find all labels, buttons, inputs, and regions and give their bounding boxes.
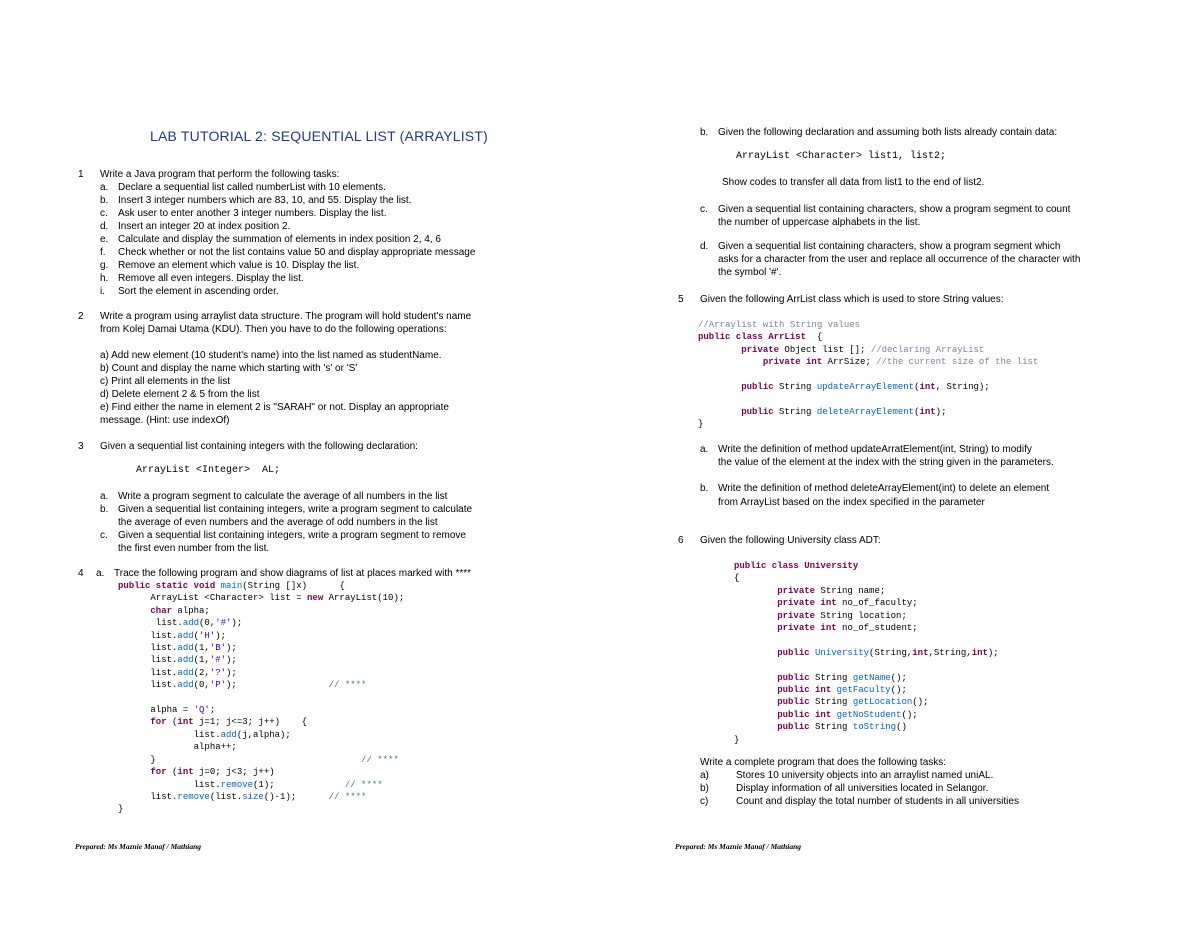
- page-title: LAB TUTORIAL 2: SEQUENTIAL LIST (ARRAYLIST): [150, 128, 488, 144]
- question-marker: a.: [700, 444, 709, 455]
- list-text: the first even number from the list.: [118, 543, 270, 554]
- code-declaration: ArrayList <Integer> AL;: [136, 465, 281, 476]
- question-number: 5: [678, 294, 684, 305]
- list-item: e) Find either the name in element 2 is "SARAH" or not. Display an appropriate: [100, 402, 449, 413]
- list-marker: d.: [100, 221, 109, 232]
- list-text: Sort the element in ascending order.: [118, 286, 279, 297]
- list-marker: f.: [100, 247, 106, 258]
- question-2: [78, 310, 471, 323]
- list-item: [100, 529, 472, 542]
- question-4d: [700, 240, 1060, 253]
- list-text: Check whether or not the list contains value 50 and display appropriate message: [118, 247, 476, 258]
- list-text: Given a sequential list containing integers, write a program segment to remove: [118, 530, 466, 541]
- question-text: Write the definition of method deleteArrayElement(int) to delete an element: [718, 483, 1050, 494]
- list-item: [100, 503, 472, 516]
- question-text: Given the following declaration and assuming both lists already contain data:: [718, 127, 1058, 138]
- footer: Prepared: Ms Maznie Manaf / Mathiang: [75, 842, 202, 851]
- list-marker: g.: [100, 260, 109, 271]
- question-text: Write a program using arraylist data structure. The program will hold student's name: [100, 311, 472, 322]
- list-item: [100, 220, 475, 233]
- question-5b-line2: from ArrayList based on the index specified in the parameter: [718, 497, 985, 508]
- question-4c: [700, 203, 1070, 216]
- question-text: Given the following ArrList class which is used to store String values:: [700, 294, 1004, 305]
- list-text: Write a program segment to calculate the average of all numbers in the list: [118, 491, 448, 502]
- list-item: [100, 207, 475, 220]
- question-4d-line3: the symbol '#'.: [718, 267, 782, 278]
- list-text: Count and display the total number of students in all universities: [736, 796, 1019, 807]
- question-text: Given a sequential list containing characters, show a program segment which: [718, 241, 1061, 252]
- list-item: [100, 246, 475, 259]
- list-text: Insert 3 integer numbers which are 83, 10, and 55. Display the list.: [118, 195, 412, 206]
- question-text: Write the definition of method updateArratElement(int, String) to modify: [718, 444, 1032, 455]
- right-page: [600, 0, 1160, 927]
- code-block-arrlist: //Arraylist with String values public class ArrList { private Object list []; //declaring ArrayList private int ArrSize; //the current size of the list public String updateArrayElement(int, String); public String deleteArrayElement(int); }: [698, 320, 1039, 430]
- question-4: [78, 567, 471, 580]
- list-item: c) Print all elements in the list: [100, 376, 231, 387]
- list-item: [100, 259, 475, 272]
- question-text: Given the following University class ADT:: [700, 535, 881, 546]
- list-marker: b.: [100, 195, 109, 206]
- question-6: [678, 534, 881, 547]
- list-marker: c): [700, 796, 709, 807]
- question-5b: [700, 482, 1049, 495]
- list-text: Remove an element which value is 10. Display the list.: [118, 260, 360, 271]
- left-page: [0, 0, 560, 927]
- list-text: Given a sequential list containing integers, write a program segment to calculate: [118, 504, 473, 515]
- question-number: 6: [678, 535, 684, 546]
- list-item: [100, 181, 475, 194]
- list-item: d) Delete element 2 & 5 from the list: [100, 389, 260, 400]
- code-declaration: ArrayList <Character> list1, list2;: [736, 151, 947, 162]
- list-marker: i.: [100, 286, 105, 297]
- list-item: [100, 194, 475, 207]
- footer: Prepared: Ms Maznie Manaf / Mathiang: [675, 842, 802, 851]
- list-item: [700, 795, 1019, 808]
- code-block-university: public class University { private String name; private int no_of_faculty; private String location; private int no_of_student; public University(String,int,String,int); public String getName(); public int getFaculty(); public String getLocation(); public int getNoStudent(); public String toString() }: [734, 561, 999, 745]
- list-text: Stores 10 university objects into an arraylist named uniAL.: [736, 770, 994, 781]
- question-number: 4: [78, 568, 84, 579]
- question-marker: b.: [700, 483, 709, 494]
- question-4b: [700, 126, 1057, 139]
- list-text: Insert an integer 20 at index position 2.: [118, 221, 291, 232]
- list-text: Ask user to enter another 3 integer numbers. Display the list.: [118, 208, 387, 219]
- list-text: Display information of all universities located in Selangor.: [736, 783, 989, 794]
- list-item: [100, 233, 475, 246]
- list-text: Remove all even integers. Display the list.: [118, 273, 304, 284]
- question-text: Trace the following program and show diagrams of list at places marked with ****: [114, 568, 472, 579]
- list-item: [100, 272, 475, 285]
- list-marker: a.: [100, 491, 109, 502]
- list-item: [100, 285, 475, 298]
- list-item: [100, 542, 472, 555]
- question-5: [678, 293, 1003, 306]
- question-1: [78, 168, 339, 181]
- list-item: [100, 516, 472, 529]
- list-marker: h.: [100, 273, 109, 284]
- list-item: [700, 782, 1019, 795]
- list-marker: c.: [100, 530, 108, 541]
- question-3: [78, 440, 418, 453]
- list-text: Calculate and display the summation of elements in index position 2, 4, 6: [118, 234, 441, 245]
- list-marker: e.: [100, 234, 109, 245]
- list-marker: b.: [100, 504, 109, 515]
- question-text: Given a sequential list containing characters, show a program segment to count: [718, 204, 1071, 215]
- list-text: the average of even numbers and the average of odd numbers in the list: [118, 517, 438, 528]
- list-item: b) Count and display the name which starting with 's' or 'S': [100, 363, 358, 374]
- list-item: [700, 769, 1019, 782]
- list-marker: a): [700, 770, 709, 781]
- question-number: 1: [78, 169, 84, 180]
- question-number: 3: [78, 441, 84, 452]
- list-item: message. (Hint: use indexOf): [100, 415, 230, 426]
- list-text: Declare a sequential list called numberList with 10 elements.: [118, 182, 386, 193]
- question-3-list: [100, 490, 472, 555]
- list-item: a) Add new element (10 student's name) into the list named as studentName.: [100, 350, 442, 361]
- question-6-list: [700, 769, 1019, 808]
- question-4b-instruction: Show codes to transfer all data from list1 to the end of list2.: [722, 177, 985, 188]
- question-text: Given a sequential list containing integers with the following declaration:: [100, 441, 418, 452]
- question-marker: d.: [700, 241, 709, 252]
- list-marker: a.: [100, 182, 109, 193]
- question-4d-line2: asks for a character from the user and replace all occurrence of the character with: [718, 254, 1081, 265]
- question-marker: c.: [700, 204, 708, 215]
- question-marker: a.: [96, 568, 105, 579]
- list-item: [100, 490, 472, 503]
- question-number: 2: [78, 311, 84, 322]
- code-block-trace: public static void main(String []x) { ArrayList <Character> list = new ArrayList(10); char alpha; list.add(0,'#'); list.add('H'); list.add(1,'B'); list.add(1,'#'); list.add(2,'?'); list.add(0,'P'); // **** alpha = 'Q'; for (int j=1; j<=3; j++) { list.add(j,alpha); alpha++; } // **** for (int j=0; j<3; j++) list.remove(1); // **** list.remove(list.size()-1); // **** }: [118, 581, 405, 815]
- question-marker: b.: [700, 127, 709, 138]
- question-5a-line2: the value of the element at the index with the string given in the parameters.: [718, 457, 1054, 468]
- question-2-line2: from Kolej Damai Utama (KDU). Then you have to do the following operations:: [100, 324, 447, 335]
- list-marker: c.: [100, 208, 108, 219]
- question-1-list: [100, 181, 475, 298]
- question-5a: [700, 443, 1032, 456]
- question-text: Write a Java program that perform the following tasks:: [100, 169, 340, 180]
- list-marker: b): [700, 783, 709, 794]
- question-6-tasks: Write a complete program that does the following tasks:: [700, 757, 947, 768]
- question-2-list: [100, 349, 449, 427]
- question-4c-line2: the number of uppercase alphabets in the list.: [718, 217, 921, 228]
